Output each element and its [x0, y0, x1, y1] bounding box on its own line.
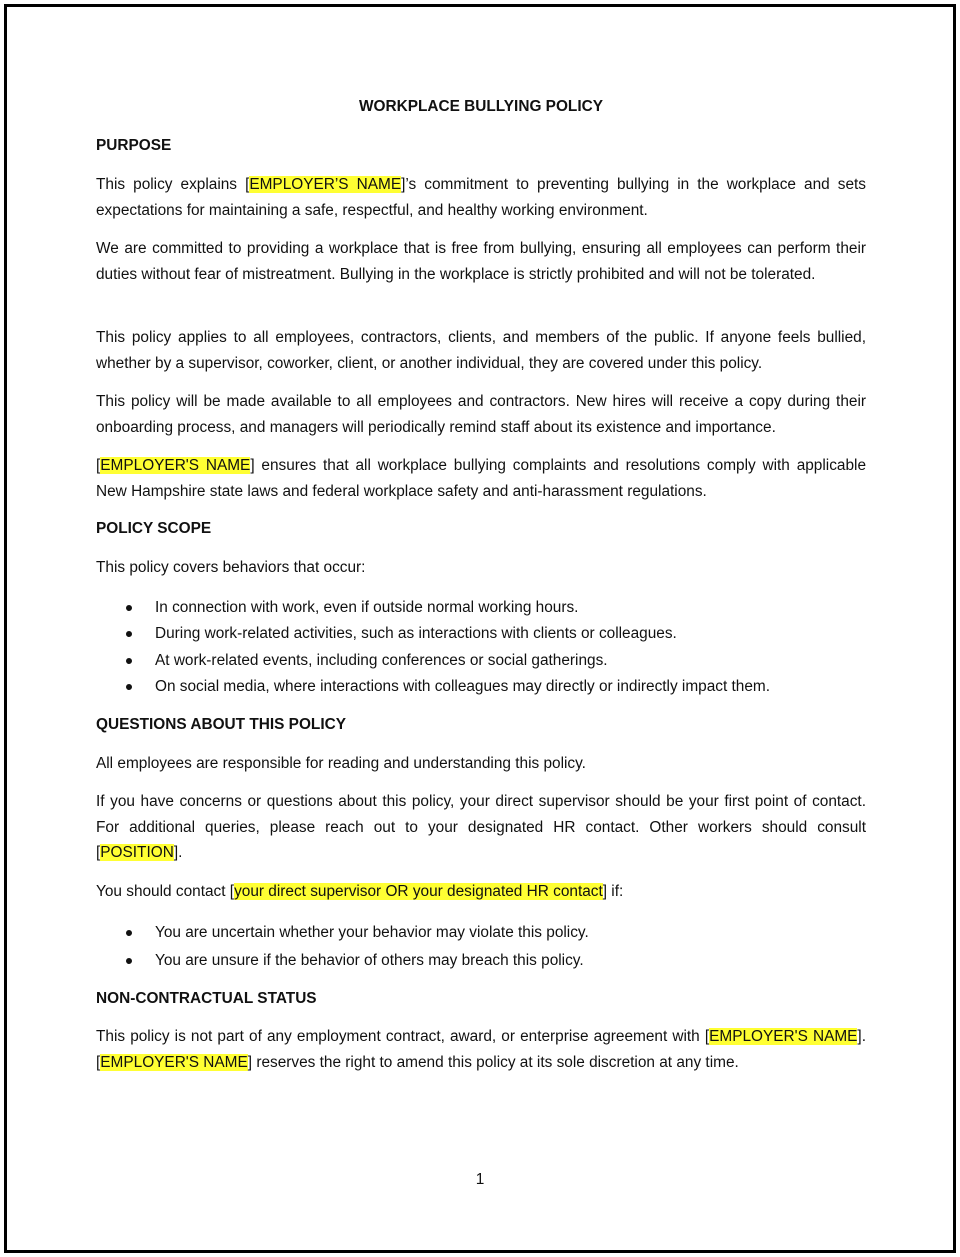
placeholder-employer-name: EMPLOYER'S NAME	[709, 1028, 858, 1045]
questions-paragraph-3	[96, 879, 866, 905]
placeholder-employer-name: EMPLOYER’S NAME	[249, 176, 402, 193]
text-run: ] ensures that all workplace bullying complaints and resolutions comply with applicable New Hampshire state laws and federal workplace safety and anti-harassment regulations.	[96, 457, 867, 500]
list-item	[96, 648, 866, 674]
scope-intro: This policy covers behaviors that occur:	[96, 559, 366, 576]
text-run: If you have concerns or questions about this policy, your direct supervisor should be your first point of contact. For additional queries, please reach out to your designated HR contact. Other workers should consult [	[96, 793, 866, 861]
list-item-text: You are uncertain whether your behavior may violate this policy.	[155, 924, 589, 941]
list-item	[96, 621, 866, 647]
bullet-icon	[126, 958, 132, 964]
text-run: ] if:	[602, 883, 624, 900]
non-contractual-paragraph	[96, 1024, 866, 1075]
purpose-paragraph-3: This policy applies to all employees, contractors, clients, and members of the public. If anyone feels bullied, whether by a supervisor, coworker, client, or another individual, they are covered under this policy.	[96, 329, 866, 372]
scope-bullet-list	[96, 595, 866, 700]
purpose-paragraph-4: This policy will be made available to all employees and contractors. New hires will receive a copy during their onboarding process, and managers will periodically remind staff about its existence and importance.	[96, 393, 866, 436]
section-heading-purpose: PURPOSE	[96, 137, 172, 154]
purpose-paragraph-5	[96, 453, 866, 504]
section-heading-questions: QUESTIONS ABOUT THIS POLICY	[96, 716, 346, 733]
text-run: ]. [	[96, 1028, 866, 1071]
bullet-icon	[126, 684, 132, 690]
questions-paragraph-1: All employees are responsible for reading and understanding this policy.	[96, 755, 586, 772]
purpose-paragraph-2: We are committed to providing a workplace that is free from bullying, ensuring all employees can perform their duties without fear of mistreatment. Bullying in the workplace is strictly prohibited and will not be tolerated.	[96, 240, 866, 283]
bullet-icon	[126, 658, 132, 664]
questions-bullet-list	[96, 919, 866, 975]
list-item-text: At work-related events, including conferences or social gatherings.	[155, 651, 608, 669]
list-item	[96, 947, 866, 975]
purpose-paragraph-1	[96, 172, 866, 223]
text-run: You should contact [	[96, 883, 235, 900]
placeholder-position: POSITION	[100, 844, 174, 861]
list-item	[96, 674, 866, 700]
section-heading-policy-scope: POLICY SCOPE	[96, 520, 212, 537]
text-run: ].	[173, 844, 183, 861]
placeholder-employer-name: EMPLOYER'S NAME	[100, 1053, 248, 1071]
bullet-icon	[126, 930, 132, 936]
questions-paragraph-2	[96, 789, 866, 866]
section-heading-non-contractual: NON-CONTRACTUAL STATUS	[96, 990, 317, 1007]
list-item-text: In connection with work, even if outside normal working hours.	[155, 599, 579, 616]
document-title: WORKPLACE BULLYING POLICY	[359, 98, 603, 115]
text-run: ]’s commitment to preventing bullying in the workplace and sets expectations for maintaining a safe, respectful, and healthy working environment.	[96, 176, 866, 219]
placeholder-contact: your direct supervisor OR your designated HR contact	[234, 883, 603, 900]
text-run: [	[96, 457, 101, 474]
placeholder-employer-name: EMPLOYER'S NAME	[100, 457, 251, 474]
bullet-icon	[126, 631, 132, 637]
list-item-text: During work-related activities, such as interactions with clients or colleagues.	[155, 625, 677, 643]
text-run: This policy is not part of any employment contract, award, or enterprise agreement with [	[96, 1028, 710, 1045]
list-item	[96, 919, 866, 947]
list-item-text: On social media, where interactions with colleagues may directly or indirectly impact them.	[155, 677, 771, 695]
list-item-text: You are unsure if the behavior of others may breach this policy.	[155, 952, 584, 969]
list-item	[96, 595, 866, 621]
text-run: ] reserves the right to amend this policy at its sole discretion at any time.	[247, 1053, 739, 1071]
page-number: 1	[475, 1171, 485, 1188]
bullet-icon	[126, 605, 132, 611]
text-run: This policy explains [	[96, 176, 250, 193]
